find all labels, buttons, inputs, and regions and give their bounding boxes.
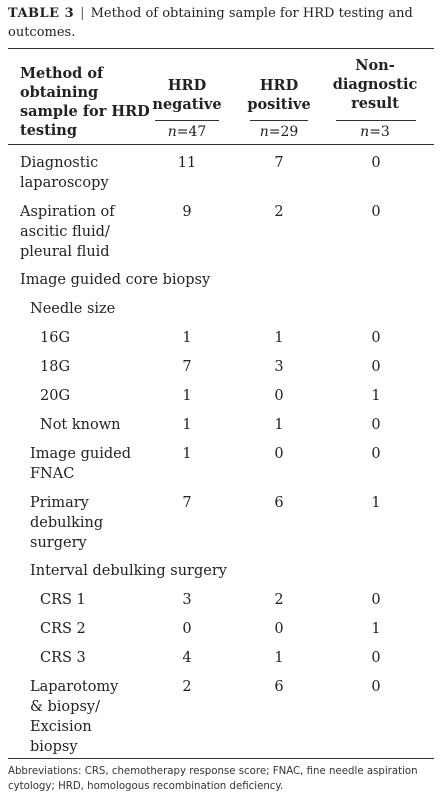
cell-hrd-positive: 7 <box>274 155 284 171</box>
header-hrd-positive: HRD positive <box>247 77 311 113</box>
cell-non-diagnostic: 0 <box>371 204 381 220</box>
table-label: TABLE 3 <box>8 6 75 21</box>
cell-hrd-negative: 7 <box>182 359 192 375</box>
caption-separator: | <box>80 6 85 21</box>
cell-non-diagnostic: 0 <box>371 417 381 433</box>
n-hrd-negative <box>142 124 232 140</box>
cell-hrd-positive: 6 <box>274 495 284 511</box>
row-label-crs-1: CRS 1 <box>40 592 86 608</box>
table-bottom-rule <box>8 758 434 759</box>
n-symbol: n <box>360 124 370 140</box>
row-label-laparotomy-biopsy: Laparotomy & biopsy/ Excision biopsy <box>30 679 119 755</box>
cell-hrd-negative: 1 <box>182 417 192 433</box>
row-label-aspiration: Aspiration of ascitic fluid/ pleural fluid <box>20 204 115 260</box>
n-value: =47 <box>176 124 207 140</box>
cell-hrd-negative: 9 <box>182 204 192 220</box>
cell-hrd-positive: 0 <box>274 621 284 637</box>
cell-hrd-positive: 1 <box>274 330 284 346</box>
cell-hrd-positive: 6 <box>274 679 284 695</box>
cell-non-diagnostic: 0 <box>371 679 381 695</box>
cell-hrd-negative: 0 <box>182 621 192 637</box>
header-non-diagnostic: Non-diagnostic result <box>332 57 418 112</box>
header-underline-non-diagnostic <box>336 120 416 121</box>
n-symbol: n <box>167 124 177 140</box>
cell-hrd-negative: 1 <box>182 388 192 404</box>
row-label-needle-size: Needle size <box>30 301 116 317</box>
row-label-interval-debulking-surgery: Interval debulking surgery <box>30 563 227 579</box>
n-value: =3 <box>369 124 390 140</box>
cell-non-diagnostic: 0 <box>371 330 381 346</box>
row-label-not-known: Not known <box>40 417 121 433</box>
cell-hrd-negative: 1 <box>182 330 192 346</box>
cell-non-diagnostic: 1 <box>371 495 381 511</box>
cell-non-diagnostic: 0 <box>371 446 381 462</box>
row-label-crs-3: CRS 3 <box>40 650 86 666</box>
cell-non-diagnostic: 0 <box>371 592 381 608</box>
table-caption <box>8 4 434 42</box>
cell-hrd-positive: 0 <box>274 446 284 462</box>
n-hrd-positive <box>234 124 324 140</box>
row-label-20g: 20G <box>40 388 71 404</box>
header-underline-positive <box>250 120 308 121</box>
row-label-diagnostic-laparoscopy: Diagnostic laparoscopy <box>20 155 109 191</box>
cell-hrd-positive: 1 <box>274 417 284 433</box>
cell-non-diagnostic: 0 <box>371 650 381 666</box>
table-footnote: Abbreviations: CRS, chemotherapy response score; FNAC, fine needle aspiration cytology; HRD, homologous recombination deficiency. <box>8 766 418 792</box>
n-value: =29 <box>268 124 299 140</box>
caption-text: Method of obtaining sample for HRD testing and outcomes. <box>8 6 413 40</box>
cell-non-diagnostic: 0 <box>371 155 381 171</box>
cell-non-diagnostic: 1 <box>371 621 381 637</box>
row-label-18g: 18G <box>40 359 71 375</box>
cell-hrd-positive: 1 <box>274 650 284 666</box>
cell-hrd-positive: 0 <box>274 388 284 404</box>
cell-hrd-negative: 11 <box>177 155 197 171</box>
cell-hrd-negative: 4 <box>182 650 192 666</box>
header-method: Method of obtaining sample for HRD testing <box>20 65 150 139</box>
cell-non-diagnostic: 1 <box>371 388 381 404</box>
row-label-16g: 16G <box>40 330 71 346</box>
header-hrd-negative: HRD negative <box>152 77 222 113</box>
header-underline-negative <box>155 120 219 121</box>
cell-hrd-negative: 3 <box>182 592 192 608</box>
cell-hrd-negative: 2 <box>182 679 192 695</box>
cell-hrd-positive: 2 <box>274 592 284 608</box>
row-label-image-guided-fnac: Image guided FNAC <box>30 446 131 482</box>
row-label-crs-2: CRS 2 <box>40 621 86 637</box>
cell-non-diagnostic: 0 <box>371 359 381 375</box>
cell-hrd-positive: 2 <box>274 204 284 220</box>
n-symbol: n <box>259 124 269 140</box>
table-top-rule <box>8 48 434 49</box>
row-label-image-guided-core-biopsy: Image guided core biopsy <box>20 272 211 288</box>
n-non-diagnostic <box>330 124 420 140</box>
header-bottom-rule <box>8 144 434 145</box>
cell-hrd-negative: 1 <box>182 446 192 462</box>
row-label-primary-debulking-surgery: Primary debulking surgery <box>30 495 104 551</box>
cell-hrd-positive: 3 <box>274 359 284 375</box>
cell-hrd-negative: 7 <box>182 495 192 511</box>
